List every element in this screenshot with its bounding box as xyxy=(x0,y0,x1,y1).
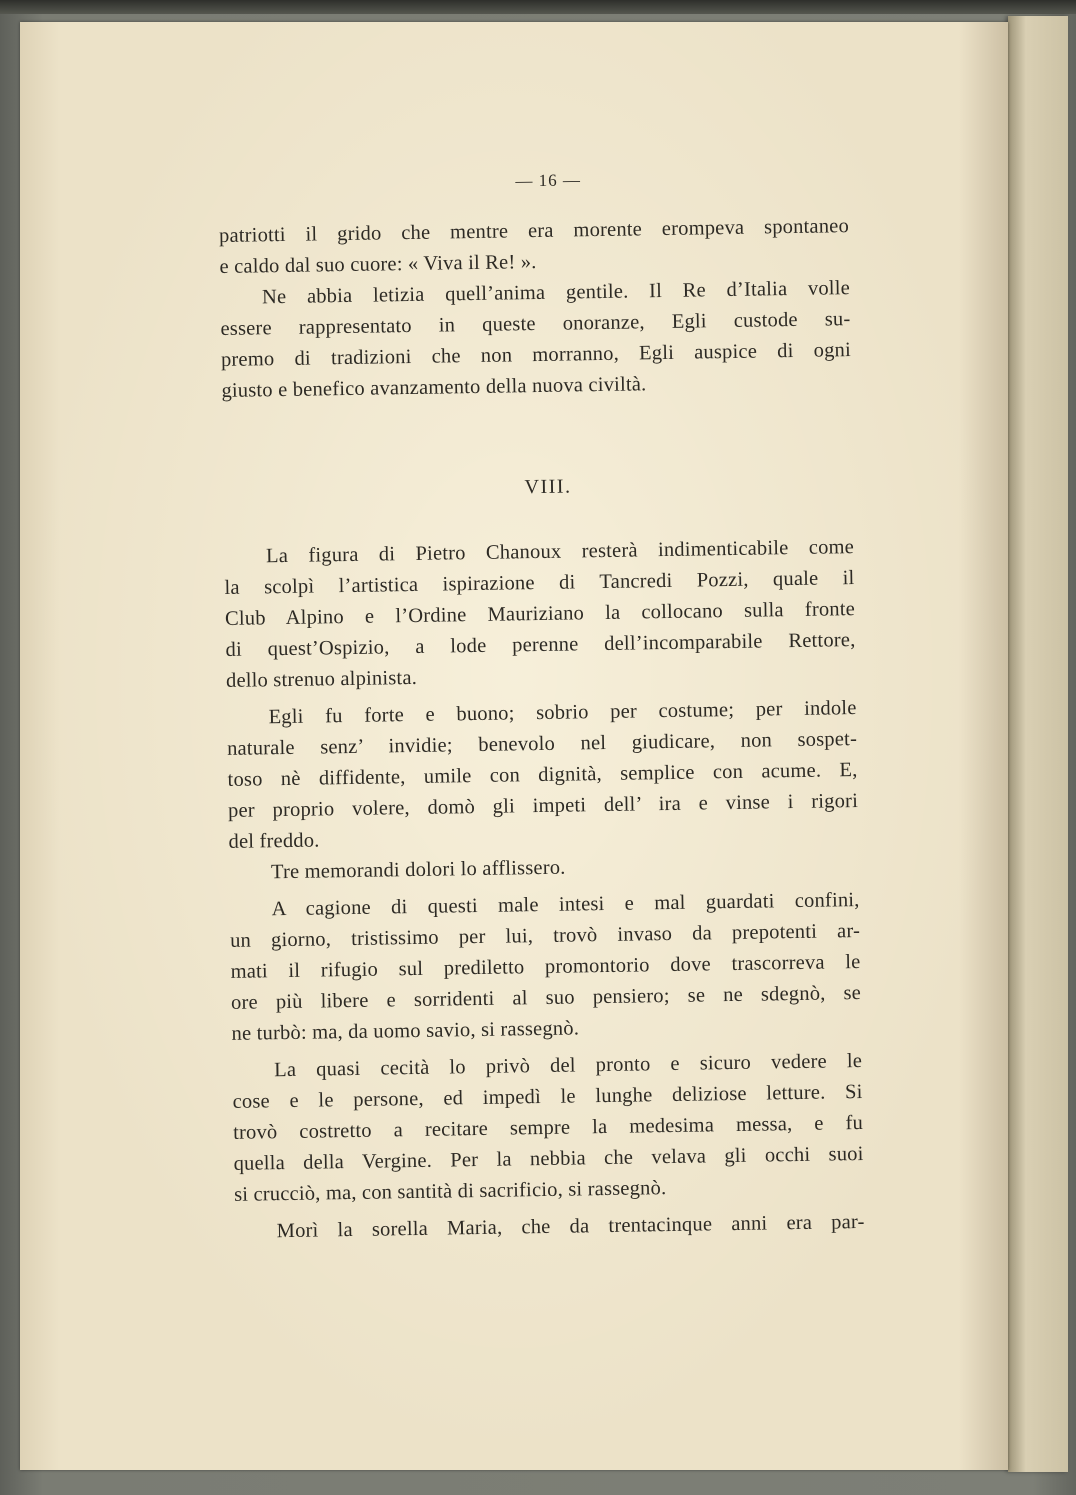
text-line: un giorno, tristissimo per lui, trovò invaso da prepotenti ar- xyxy=(229,920,861,952)
paragraph-2 xyxy=(220,273,852,407)
text-line: la scolpì l’artistica ispirazione di Tancredi Pozzi, quale il xyxy=(224,567,855,599)
text-line: ore più libere e sorridenti al suo pensiero; se ne sdegnò, se xyxy=(230,982,862,1014)
text-line: giusto e benefico avanzamento della nuova civiltà. xyxy=(221,373,647,402)
text-line: e caldo dal suo cuore: « Viva il Re! ». xyxy=(219,251,537,278)
text-line: Egli fu forte e buono; sobrio per costume; per indole xyxy=(268,697,857,729)
text-line: La figura di Pietro Chanoux resterà indimenticabile come xyxy=(265,536,855,568)
paragraph-4 xyxy=(226,693,858,858)
text-line: dello strenuo alpinista. xyxy=(225,666,418,692)
text-line: Morì la sorella Maria, che da trentacinque anni era par- xyxy=(276,1210,865,1243)
text-line: ne turbò: ma, da uomo savio, si rassegnò. xyxy=(231,1017,580,1045)
text-line: premo di tradizioni che non morranno, Egli auspice di ogni xyxy=(220,339,852,371)
paragraph-6 xyxy=(229,885,861,1050)
paragraph-1 xyxy=(219,211,850,283)
next-page-edge xyxy=(1008,16,1068,1472)
text-line: patriotti il grido che mentre era morente erompeva spontaneo xyxy=(218,215,850,247)
section-heading: VIII. xyxy=(524,475,572,499)
text-line: cose e le persone, ed impedì le lunghe deliziose letture. Si xyxy=(232,1080,863,1113)
text-line: del freddo. xyxy=(228,829,320,853)
paragraph-7 xyxy=(232,1046,864,1211)
text-line: naturale senz’ invidie; benevolo nel giudicare, non sospet- xyxy=(226,728,858,760)
paragraph-3 xyxy=(224,532,856,697)
text-line: Club Alpino e l’Ordine Mauriziano la collocano sulla fronte xyxy=(224,598,856,630)
text-line: per proprio volere, domò gli impeti dell’ ira e vinse i rigori xyxy=(227,790,859,822)
text-line: quella della Vergine. Per la nebbia che velava gli occhi suoi xyxy=(233,1142,864,1175)
text-line: essere rappresentato in queste onoranze, Egli custode su- xyxy=(220,308,851,340)
page-text xyxy=(218,160,865,1248)
text-line: Tre memorandi dolori lo afflissero. xyxy=(270,856,566,884)
board-top-edge xyxy=(0,0,1076,14)
text-line: Ne abbia letizia quell’anima gentile. Il Re d’Italia volle xyxy=(261,277,851,309)
text-line: A cagione di questi male intesi e mal guardati confini, xyxy=(271,889,860,921)
text-line: toso nè diffidente, umile con dignità, semplice con acume. E, xyxy=(227,759,858,791)
page-number: — 16 — xyxy=(515,170,582,191)
text-line: di quest’Ospizio, a lode perenne dell’incomparabile Rettore, xyxy=(225,629,856,661)
text-line: si crucciò, ma, con santità di sacrificio, si rassegnò. xyxy=(233,1177,667,1206)
text-line: mati il rifugio sul prediletto promontorio dove trascorreva le xyxy=(230,951,861,983)
text-line: La quasi cecità lo privò del pronto e sicuro vedere le xyxy=(273,1049,863,1082)
text-line: trovò costretto a recitare sempre la medesima messa, e fu xyxy=(232,1111,864,1144)
